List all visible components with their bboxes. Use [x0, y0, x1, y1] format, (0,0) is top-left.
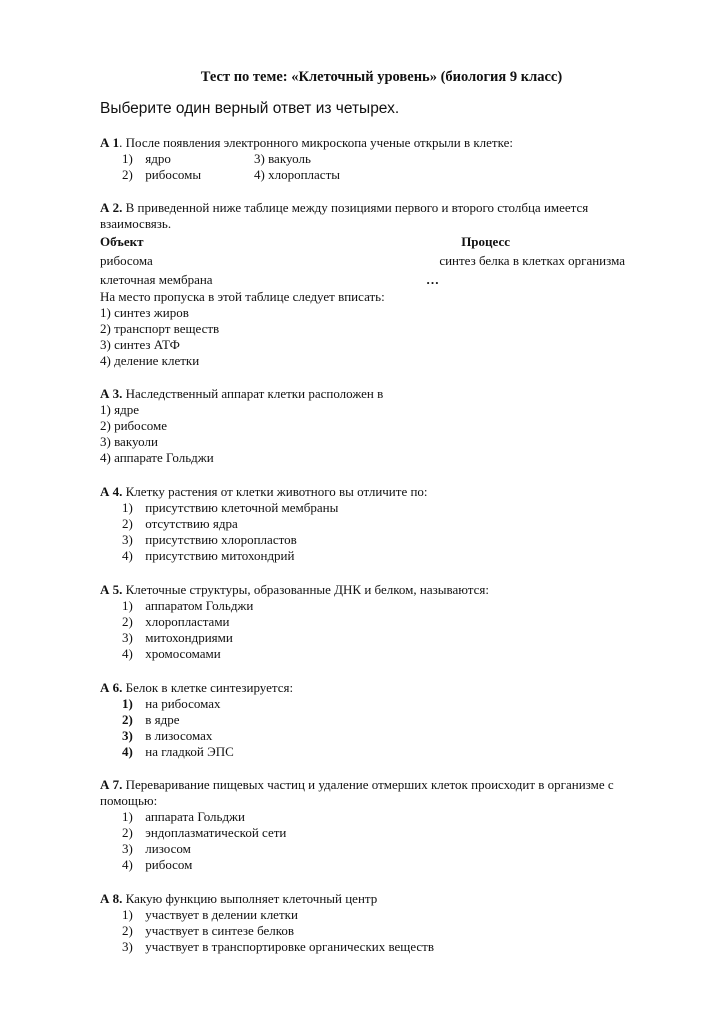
- option: [100, 939, 640, 955]
- option-number: 4): [122, 857, 133, 872]
- question-body: Клеточные структуры, образованные ДНК и белком, называются:: [122, 582, 489, 597]
- option-number: 2): [122, 923, 133, 938]
- option: [100, 598, 640, 614]
- question-a8: [100, 891, 640, 955]
- option-number: 2): [122, 516, 133, 531]
- question-body: Белок в клетке синтезируется:: [122, 680, 294, 695]
- question-body: . После появления электронного микроскопа ученые открыли в клетке:: [119, 135, 513, 150]
- option-number: 1): [122, 809, 133, 824]
- option-text: деление клетки: [114, 353, 200, 368]
- question-text: [100, 582, 640, 598]
- option: [100, 646, 640, 662]
- option-text: транспорт веществ: [114, 321, 220, 336]
- option-text: эндоплазматической сети: [145, 825, 287, 840]
- option-text: вакуоли: [114, 434, 158, 449]
- option-number: 4): [100, 353, 111, 368]
- question-a7: [100, 777, 640, 873]
- page-title: Тест по теме: «Клеточный уровень» (биология 9 класс): [200, 69, 563, 85]
- option-number: 3): [122, 630, 133, 645]
- option-number: 4): [122, 744, 133, 759]
- option-text: лизосом: [145, 841, 191, 856]
- question-body: Переваривание пищевых частиц и удаление отмерших клеток происходит в организме с помощью:: [100, 777, 614, 808]
- table-cell-process: синтез белка в клетках организма: [439, 253, 625, 268]
- option-text: ядро: [145, 151, 171, 166]
- option-text: хлоропласты: [268, 167, 340, 182]
- option-text: аппарате Гольджи: [114, 450, 214, 465]
- option-number: 3): [122, 841, 133, 856]
- option: [100, 923, 640, 939]
- option-text: синтез АТФ: [114, 337, 180, 352]
- question-number: А 1: [100, 135, 120, 150]
- option: [100, 516, 640, 532]
- option: [100, 532, 640, 548]
- option-number: 1): [122, 907, 133, 922]
- question-text: [100, 386, 640, 402]
- option-number: 1): [122, 598, 133, 613]
- question-text: [100, 891, 640, 907]
- option-number: 2): [122, 614, 133, 629]
- option-number: 2): [122, 167, 133, 182]
- option-text: вакуоль: [268, 151, 311, 166]
- option: [254, 167, 386, 183]
- question-text: [100, 777, 640, 809]
- option-text: синтез жиров: [114, 305, 189, 320]
- option: [100, 825, 640, 841]
- option: [100, 305, 640, 321]
- question-number: А 4.: [100, 484, 123, 499]
- instruction: Выберите один верный ответ из четырех.: [100, 100, 400, 117]
- option: [100, 907, 640, 923]
- option-number: 4): [100, 450, 111, 465]
- option-text: в ядре: [145, 712, 180, 727]
- table-row: [100, 251, 625, 270]
- option: [100, 809, 640, 825]
- option: [100, 548, 640, 564]
- table-row: [100, 270, 625, 289]
- table-header-object: Объект: [100, 234, 144, 249]
- question-number: А 2.: [100, 200, 123, 215]
- option-number: 1): [122, 696, 133, 711]
- option: [100, 728, 640, 744]
- option-number: 1): [122, 500, 133, 515]
- option: [100, 630, 640, 646]
- option-text: на гладкой ЭПС: [145, 744, 234, 759]
- option-text: присутствию хлоропластов: [145, 532, 297, 547]
- option-text: ядре: [114, 402, 139, 417]
- option-number: 3): [122, 532, 133, 547]
- question-prompt: На место пропуска в этой таблице следует вписать:: [100, 289, 385, 304]
- table-cell-process: …: [426, 272, 439, 287]
- option-number: 1): [100, 402, 111, 417]
- option: [100, 841, 640, 857]
- question-number: А 5.: [100, 582, 123, 597]
- option-text: участвует в делении клетки: [145, 907, 298, 922]
- option: [100, 450, 640, 466]
- option-number: 2): [122, 712, 133, 727]
- table-header-process: Процесс: [461, 234, 510, 249]
- option-number: 2): [122, 825, 133, 840]
- option-number: 3): [254, 151, 265, 166]
- table-cell-object: клеточная мембрана: [100, 272, 213, 287]
- option-text: в лизосомах: [145, 728, 213, 743]
- option-number: 4): [122, 548, 133, 563]
- option: [100, 337, 640, 353]
- option: [122, 167, 254, 183]
- option: [100, 418, 640, 434]
- option-text: хлоропластами: [145, 614, 230, 629]
- question-body: Наследственный аппарат клетки расположен в: [122, 386, 384, 401]
- question-a5: [100, 582, 640, 662]
- option-text: рибосомы: [145, 167, 202, 182]
- question-body: Клетку растения от клетки животного вы отличите по:: [122, 484, 428, 499]
- options-grid: [100, 151, 640, 183]
- question-body: Какую функцию выполняет клеточный центр: [122, 891, 378, 906]
- question-a1: [100, 135, 640, 183]
- question-a4: [100, 484, 640, 564]
- question-number: А 7.: [100, 777, 123, 792]
- option-text: отсутствию ядра: [145, 516, 238, 531]
- option: [100, 744, 640, 760]
- option-number: 1): [100, 305, 111, 320]
- option: [100, 696, 640, 712]
- table-header: [100, 232, 625, 251]
- option-text: аппарата Гольджи: [145, 809, 245, 824]
- question-text: [100, 484, 640, 500]
- option-text: рибосоме: [114, 418, 168, 433]
- question-a3: [100, 386, 640, 466]
- option-number: 4): [254, 167, 265, 182]
- question-a2: [100, 200, 640, 369]
- option-number: 1): [122, 151, 133, 166]
- question-body: В приведенной ниже таблице между позициями первого и второго столбца имеется взаимосвязь.: [100, 200, 589, 231]
- option-text: участвует в синтезе белков: [145, 923, 295, 938]
- option: [100, 712, 640, 728]
- question-number: А 8.: [100, 891, 123, 906]
- question-text: [100, 680, 640, 696]
- option-text: участвует в транспортировке органических веществ: [145, 939, 434, 954]
- option: [100, 614, 640, 630]
- option-number: 4): [122, 646, 133, 661]
- question-number: А 3.: [100, 386, 123, 401]
- option: [100, 500, 640, 516]
- option-text: хромосомами: [145, 646, 221, 661]
- option: [254, 151, 386, 167]
- option-text: рибосом: [145, 857, 193, 872]
- object-process-table: [100, 232, 625, 289]
- option-text: присутствию митохондрий: [145, 548, 295, 563]
- option: [122, 151, 254, 167]
- option-number: 3): [100, 434, 111, 449]
- option-number: 3): [122, 939, 133, 954]
- option: [100, 353, 640, 369]
- option-number: 3): [122, 728, 133, 743]
- option-text: митохондриями: [145, 630, 233, 645]
- option-number: 2): [100, 321, 111, 336]
- question-number: А 6.: [100, 680, 123, 695]
- question-text: [100, 135, 640, 151]
- option-number: 3): [100, 337, 111, 352]
- table-cell-object: рибосома: [100, 253, 153, 268]
- option-text: на рибосомах: [145, 696, 221, 711]
- option-text: аппаратом Гольджи: [145, 598, 254, 613]
- option-number: 2): [100, 418, 111, 433]
- option: [100, 321, 640, 337]
- question-a6: [100, 680, 640, 760]
- option-text: присутствию клеточной мембраны: [145, 500, 339, 515]
- option: [100, 857, 640, 873]
- option: [100, 402, 640, 418]
- option: [100, 434, 640, 450]
- question-text: [100, 200, 640, 232]
